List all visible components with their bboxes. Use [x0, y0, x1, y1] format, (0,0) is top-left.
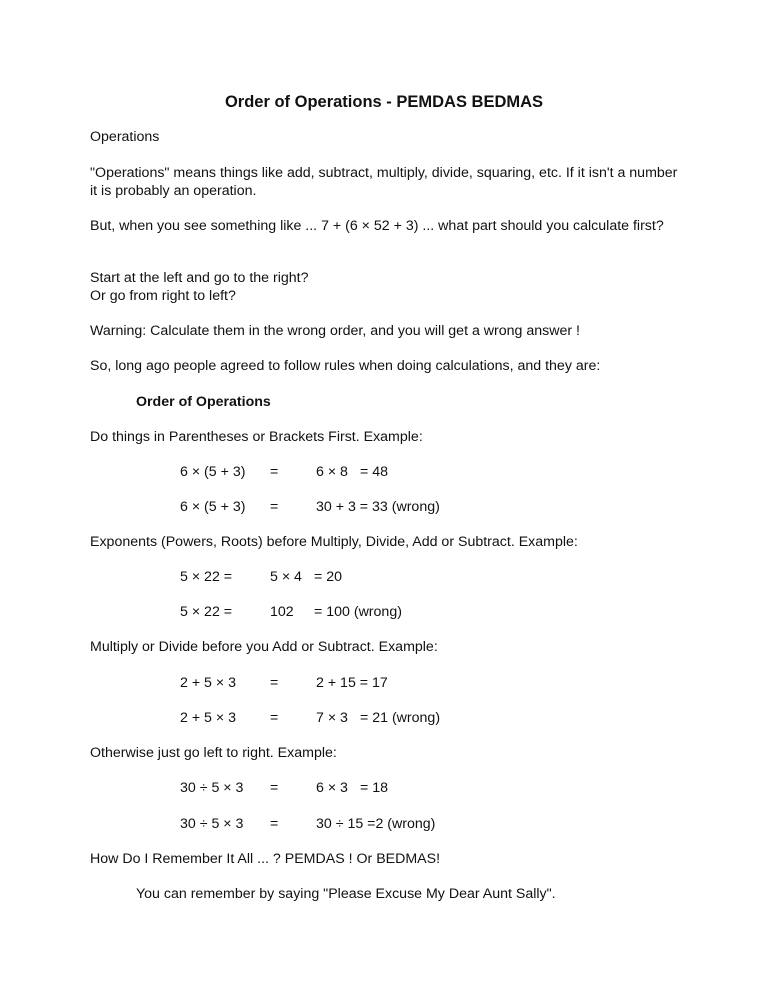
example-row: [0, 674, 768, 692]
example-row: [0, 779, 768, 797]
example-step: 30 + 3 = 33 (wrong): [316, 499, 440, 515]
direction-line-2: Or go from right to left?: [90, 288, 236, 304]
example-equals: =: [270, 675, 279, 691]
intro-paragraph: "Operations" means things like add, subtract, multiply, divide, squaring, etc. If it isn't a number it is probably an operation.: [90, 165, 678, 199]
example-expression: 2 + 5 × 3: [180, 675, 237, 691]
example-expression: 5 × 22 =: [180, 604, 233, 620]
example-row: [0, 709, 768, 727]
example-expression: 30 ÷ 5 × 3: [180, 780, 244, 796]
example-step: 7 × 3: [316, 710, 348, 726]
example-equals: =: [270, 816, 279, 832]
example-expression: 30 ÷ 5 × 3: [180, 816, 244, 832]
order-of-operations-subheading: Order of Operations: [136, 394, 271, 410]
mnemonic-paragraph: You can remember by saying "Please Excuse My Dear Aunt Sally".: [136, 886, 556, 902]
example-row: [0, 568, 768, 586]
example-row: [0, 498, 768, 516]
example-result: = 21 (wrong): [360, 710, 441, 726]
example-step: 102: [270, 604, 294, 620]
example-row: [0, 463, 768, 481]
example-row: [0, 603, 768, 621]
example-equals: =: [270, 710, 279, 726]
example-result: = 48: [360, 464, 389, 480]
example-step: 6 × 8: [316, 464, 348, 480]
page-title: Order of Operations - PEMDAS BEDMAS: [224, 93, 544, 111]
example-result: = 100 (wrong): [314, 604, 402, 620]
example-expression: 5 × 22 =: [180, 569, 233, 585]
direction-line-1: Start at the left and go to the right?: [90, 270, 309, 286]
example-equals: =: [270, 780, 279, 796]
example-equals: =: [270, 499, 279, 515]
remember-paragraph: How Do I Remember It All ... ? PEMDAS ! Or BEDMAS!: [90, 851, 441, 867]
section-heading: Operations: [90, 129, 160, 145]
example-expression: 6 × (5 + 3): [180, 464, 246, 480]
example-result: = 20: [314, 569, 343, 585]
warning-paragraph: Warning: Calculate them in the wrong order, and you will get a wrong answer !: [90, 323, 580, 339]
question-paragraph: But, when you see something like ... 7 + (6 × 52 + 3) ... what part should you calculate first?: [90, 218, 664, 234]
example-row: [0, 815, 768, 833]
example-step: 5 × 4: [270, 569, 302, 585]
example-step: 2 + 15 = 17: [316, 675, 388, 691]
rule-left-to-right: Otherwise just go left to right. Example:: [90, 745, 337, 761]
example-step: 30 ÷ 15 =2 (wrong): [316, 816, 436, 832]
rule-parentheses: Do things in Parentheses or Brackets First. Example:: [90, 429, 423, 445]
example-equals: =: [270, 464, 279, 480]
rule-exponents: Exponents (Powers, Roots) before Multiply, Divide, Add or Subtract. Example:: [90, 534, 578, 550]
example-step: 6 × 3: [316, 780, 348, 796]
example-expression: 2 + 5 × 3: [180, 710, 237, 726]
rule-multiply-divide: Multiply or Divide before you Add or Subtract. Example:: [90, 639, 438, 655]
example-expression: 6 × (5 + 3): [180, 499, 246, 515]
example-result: = 18: [360, 780, 389, 796]
rules-intro-paragraph: So, long ago people agreed to follow rules when doing calculations, and they are:: [90, 358, 601, 374]
